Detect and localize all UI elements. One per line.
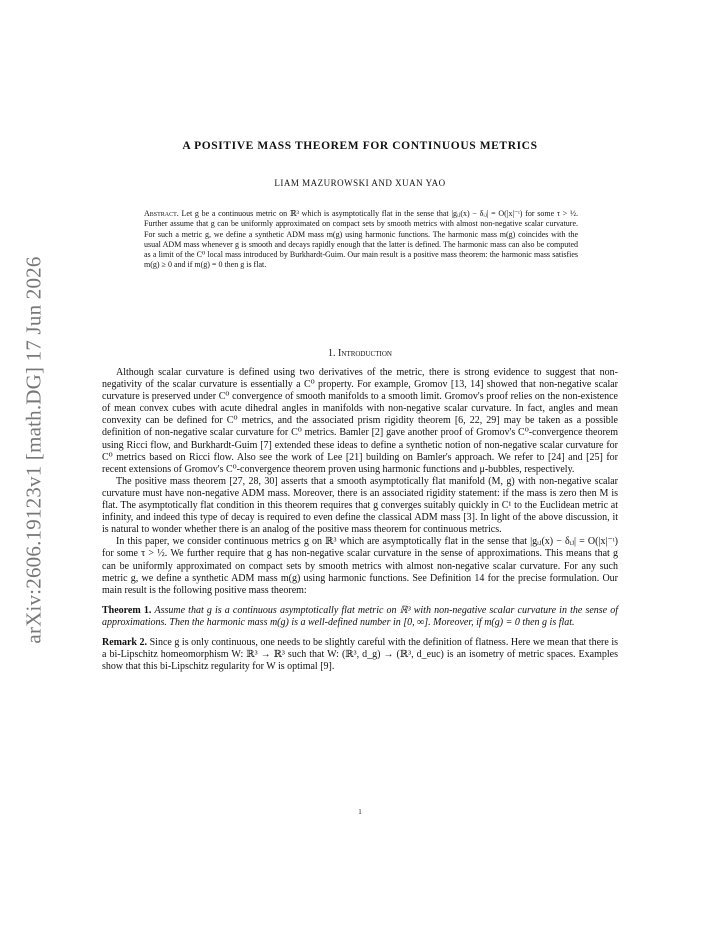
paper-authors: LIAM MAZUROWSKI AND XUAN YAO <box>274 178 446 188</box>
abstract-label: Abstract. <box>144 209 179 218</box>
remark-text: Since g is only continuous, one needs to be slightly careful with the definition of flatness. Here we mean that there is a bi-Lipschitz homeomorphism W: ℝ³ → ℝ³ such that W: (ℝ³, d_g) → (ℝ³, d_euc) is an isometry of metric spaces. Examples show that this bi-Lipschitz regularity for W is optimal [9]. <box>102 636 619 673</box>
main-body <box>102 367 618 673</box>
page-number: 1 <box>358 808 362 816</box>
abstract-text: Let g be a continuous metric on ℝ³ which is asymptotically flat in the sense that |gᵢⱼ(x) − δᵢⱼ| = O(|x|⁻ᵗ) for some τ > ½. Further assume that g can be uniformly approximated on compact sets by smooth metrics with almost non-negative scalar curvature. For such a metric g, we define a synthetic ADM mass m(g) using harmonic functions. The harmonic mass m(g) coincides with the usual ADM mass whenever g is smooth and decays rapidly enough that the latter is defined. The harmonic mass can also be computed as a limit of the C⁰ local mass introduced by Burkhardt-Guim. Our main result is a positive mass theorem: the harmonic mass satisfies m(g) ≥ 0 and if m(g) = 0 then g is flat. <box>144 209 579 270</box>
paper-title: A POSITIVE MASS THEOREM FOR CONTINUOUS METRICS <box>182 140 538 152</box>
paragraph-1: Although scalar curvature is defined using two derivatives of the metric, there is strong evidence to suggest that non-negativity of the scalar curvature is essentially a C⁰ property. For example, Gromov [13, 14] showed that non-negative scalar curvature is preserved under C⁰ convergence of smooth manifolds to a smooth limit. Gromov's proof relies on the non-existence of mean convex cubes with acute dihedral angles in manifolds with non-negative scalar curvature. In fact, angles and mean convexity can be defined for C⁰ metrics, and the associated prism rigidity theorem [6, 22, 29] may be taken as a possible definition of non-negative scalar curvature for C⁰ metrics. Bamler [2] gave another proof of Gromov's C⁰-convergence theorem using Ricci flow, and Burkhardt-Guim [7] extended these ideas to define a synthetic notion of non-negative scalar curvature for C⁰ metrics based on Ricci flow. Also see the work of Lee [21] building on Bamler's approach. We refer to [24] and [25] for recent extensions of Gromov's C⁰-convergence theorem proven using harmonic functions and μ-bubbles, respectively. <box>102 367 618 475</box>
section-heading-introduction: 1. Introduction <box>328 348 392 359</box>
abstract <box>144 209 578 271</box>
paragraph-2: The positive mass theorem [27, 28, 30] asserts that a smooth asymptotically flat manifold (M, g) with non-negative scalar curvature must have non-negative ADM mass. Moreover, there is an associated rigidity statement: if the mass is zero then M is flat. The asymptotically flat condition in this theorem requires that g converges suitably quickly in C¹ to the Euclidean metric at infinity, and indeed this type of decay is required to even define the classical ADM mass [3]. In light of the above discussion, it is natural to wonder whether there is an analog of the positive mass theorem for continuous metrics. <box>102 475 618 536</box>
arxiv-sidebar <box>14 250 54 650</box>
paragraph-3: In this paper, we consider continuous metrics g on ℝ³ which are asymptotically flat in the sense that |gᵢⱼ(x) − δᵢⱼ| = O(|x|⁻ᵗ) for some τ > ½. We further require that g has non-negative scalar curvature in the sense of approximations. This means that g can be uniformly approximated on compact sets by smooth metrics with almost non-negative scalar curvature. For any such metric g, we define a synthetic ADM mass m(g) using harmonic functions. See Definition 14 for the precise formulation. Our main result is the following positive mass theorem: <box>102 536 618 596</box>
remark-2 <box>102 637 618 673</box>
theorem-label: Theorem 1. <box>102 604 152 616</box>
arxiv-identifier: arXiv:2606.19123v1 [math.DG] 17 Jun 2026 <box>21 256 46 644</box>
theorem-1 <box>102 605 618 629</box>
theorem-text: Assume that g is a continuous asymptotically flat metric on ℝ³ with non-negative scalar curvature in the sense of approximations. Then the harmonic mass m(g) is a well-defined number in [0, ∞]. Moreover, if m(g) = 0 then g is flat. <box>102 604 619 628</box>
remark-label: Remark 2. <box>102 636 148 648</box>
